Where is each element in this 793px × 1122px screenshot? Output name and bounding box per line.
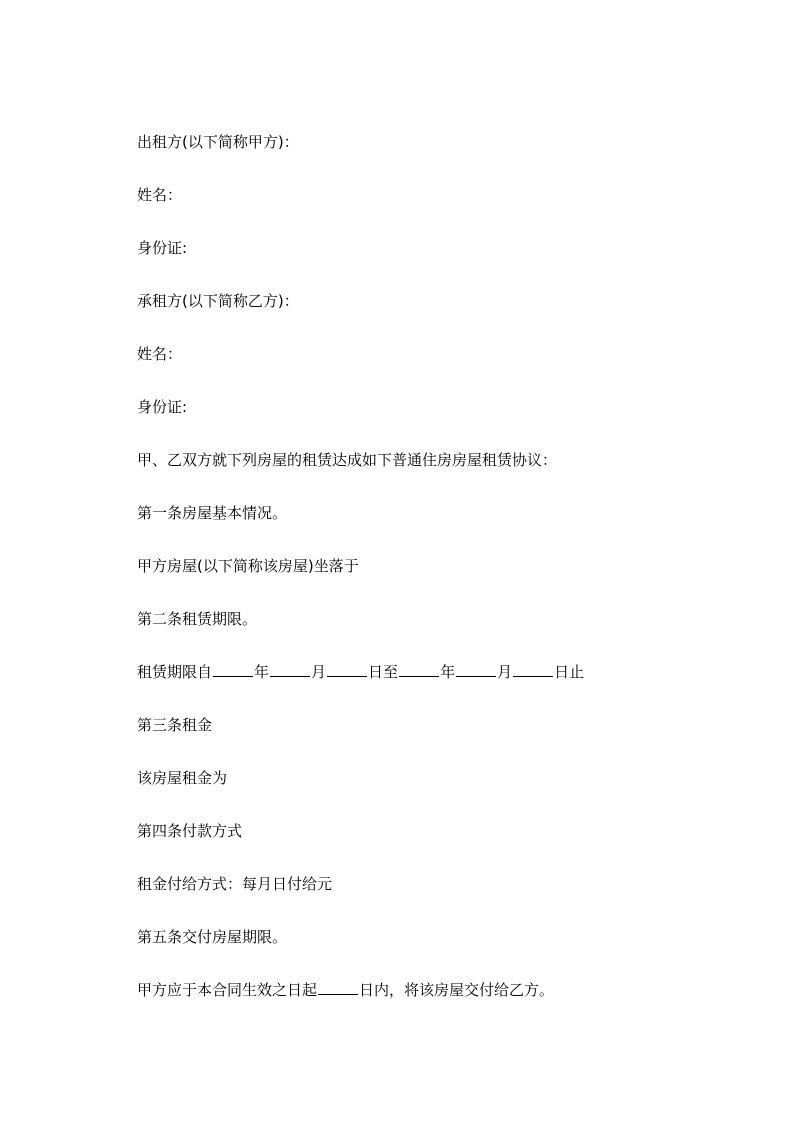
lease-term-prefix: 租赁期限自 [137,663,213,681]
article2-body [137,660,697,713]
delivery-prefix: 甲方应于本合同生效之日起 [137,981,318,999]
lessee-name-label: 姓名： [137,345,183,363]
delivery-suffix: 日内，将该房屋交付给乙方。 [359,981,555,999]
article2-title: 第二条租赁期限。 [137,610,258,628]
fill-blank [513,661,553,677]
lease-end-month-label: 月 [497,663,513,681]
article5-body [137,978,697,1031]
lessee-id-label: 身份证: [137,398,188,416]
lessor-id-label: 身份证: [137,239,188,257]
lease-start-year-label: 年 [254,663,270,681]
article3-body: 该房屋租金为 [137,769,228,787]
fill-blank [399,661,439,677]
lease-end-day-label: 日止 [554,663,585,681]
lease-start-month-label: 月 [311,663,327,681]
article1-title: 第一条房屋基本情况。 [137,504,288,522]
article4-title: 第四条付款方式 [137,822,243,840]
fill-blank [318,979,358,995]
agreement-intro: 甲、乙双方就下列房屋的租赁达成如下普通住房房屋租赁协议： [137,451,558,469]
fill-blank [327,661,367,677]
lessor-name-label: 姓名： [137,186,183,204]
fill-blank [456,661,496,677]
lease-end-year-label: 年 [440,663,456,681]
lessee-heading: 承租方(以下简称乙方)： [137,292,299,310]
fill-blank [270,661,310,677]
article5-title: 第五条交付房屋期限。 [137,928,288,946]
lessor-heading: 出租方(以下简称甲方)： [137,133,299,151]
lease-start-day-label: 日至 [368,663,399,681]
article3-title: 第三条租金 [137,716,213,734]
fill-blank [213,661,253,677]
article4-body: 租金付给方式：每月日付给元 [137,875,333,893]
contract-body [137,130,697,1031]
article1-body: 甲方房屋(以下简称该房屋)坐落于 [137,557,359,575]
